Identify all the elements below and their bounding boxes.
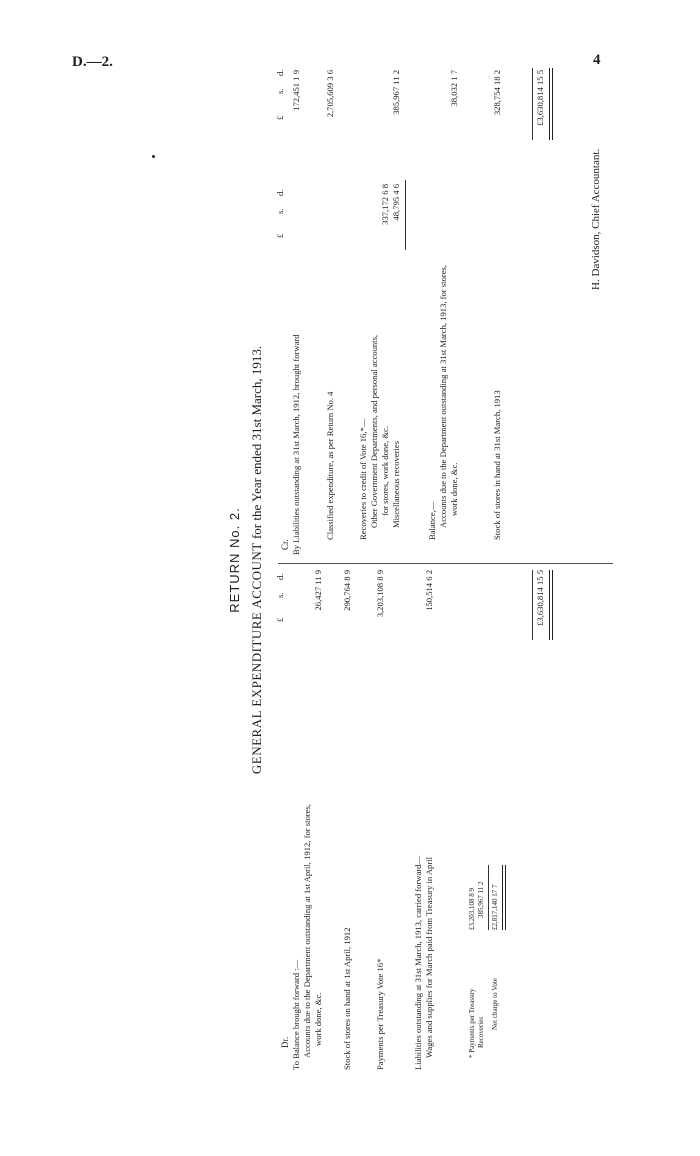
- credit-total-rule: [532, 68, 533, 140]
- credit-inner-pound-col: £: [275, 233, 285, 238]
- footnote-net-charge: Net charge to Vote: [491, 978, 499, 1030]
- debit-stock-hand: Stock of stores on hand at 1st April, 1912: [342, 927, 352, 1070]
- return-title: RETURN No. 2.: [227, 507, 242, 613]
- debit-total-double-rule: [549, 570, 553, 640]
- credit-liabilities-bf: By Liabilities outstanding at 31st March, 1912, brought forward: [291, 334, 301, 555]
- credit-stock-hand-amount: 328,754 18 2: [492, 70, 502, 116]
- debit-total: £3,630,814 15 5: [535, 570, 545, 626]
- footnote-double-rule: [502, 865, 506, 930]
- credit-accounts-due-line1: Accounts due to the Department outstanding at 31st March, 1913, for stores,: [438, 264, 448, 528]
- credit-recoveries-total: 385,967 11 2: [391, 70, 401, 115]
- credit-total-double-rule: [549, 68, 553, 140]
- credit-pound-col: £: [275, 115, 285, 120]
- debit-pound-col: £: [275, 617, 285, 622]
- footnote-payments: * Payments per Treasury: [468, 988, 476, 1058]
- print-speck: [152, 155, 155, 158]
- debit-total-rule: [532, 570, 533, 640]
- debit-accounts-due-line2: [314, 993, 324, 1046]
- credit-balance: Balance,—: [427, 501, 437, 540]
- debit-liabilities-amount: 150,514 6 2: [424, 570, 434, 611]
- credit-pence-col: d.: [275, 69, 285, 76]
- column-divider: [278, 563, 613, 564]
- footnote-rule: [488, 865, 489, 930]
- debit-payments-treasury-amount: 3,203,108 8 9: [375, 570, 385, 618]
- credit-stock-hand: Stock of stores in hand at 31st March, 1913: [492, 390, 502, 540]
- credit-other-depts-line2: for stores, work done, &c.: [380, 426, 390, 516]
- debit-payments-treasury: Payments per Treasury Vote 16*: [375, 958, 385, 1070]
- credit-accounts-due-amount: 38,032 1 7: [449, 70, 459, 107]
- credit-total: £3,630,814 15 5: [535, 70, 545, 126]
- page-reference: D.—2.: [72, 54, 113, 70]
- footnote-net-charge-amount: £2,817,140 17 7: [491, 884, 499, 930]
- account-heading-sub: for the Year ended 31st March, 1913.: [249, 345, 264, 540]
- debit-accounts-due-text: work done, &c.: [313, 992, 323, 1046]
- credit-inner-pence-col: d.: [275, 189, 285, 196]
- credit-inner-shilling-col: s.: [275, 208, 285, 214]
- debit-shilling-col: s.: [275, 592, 285, 598]
- expenditure-account-table: [228, 50, 668, 1070]
- account-heading: [250, 50, 265, 1070]
- credit-label: Cr.: [280, 539, 290, 550]
- debit-balance-bf: To Balance brought forward :—: [291, 959, 301, 1070]
- credit-accounts-due-line2: work done, &c.: [449, 462, 459, 516]
- footnote-recoveries-amount: 385,967 11 2: [477, 881, 485, 918]
- debit-label: Dr.: [280, 1036, 290, 1048]
- debit-liabilities-line2: Wages and supplies for March paid from Treasury in April: [424, 857, 434, 1058]
- debit-accounts-due-amount: 26,427 11 9: [313, 570, 323, 611]
- account-heading-main: GENERAL EXPENDITURE ACCOUNT: [249, 542, 264, 775]
- credit-classified-amount: 2,705,609 3 6: [325, 70, 335, 118]
- debit-stock-hand-amount: 290,764 8 9: [342, 570, 352, 611]
- debit-liabilities-line1: Liabilities outstanding at 31st March, 1913, carried forward—: [413, 855, 423, 1070]
- credit-recoveries: Recoveries to credit of Vote 16,*—: [358, 418, 368, 540]
- footnote-payments-amount: £3,203,108 8 9: [468, 888, 476, 930]
- credit-other-depts-amount: 337,172 6 8: [380, 184, 390, 225]
- debit-pence-col: d.: [275, 573, 285, 580]
- credit-liabilities-bf-amount: 172,451 1 9: [291, 70, 301, 111]
- page-number: 4: [593, 52, 601, 68]
- credit-recoveries-rule: [405, 180, 406, 250]
- debit-accounts-due-line1: Accounts due to the Department outstanding at 1st April, 1912, for stores,: [302, 804, 312, 1058]
- credit-classified: Classified expenditure, as per Return No. 4: [325, 391, 335, 540]
- credit-shilling-col: s.: [275, 88, 285, 94]
- credit-other-depts-line1: Other Government Departments, and personal accounts,: [369, 334, 379, 528]
- footnote-recoveries: Recoveries: [477, 1016, 485, 1048]
- signature: H. Davidson, Chief Accountant.: [590, 148, 602, 290]
- credit-misc-amount: 48,795 4 6: [391, 184, 401, 221]
- credit-misc: Miscellaneous recoveries: [391, 440, 401, 528]
